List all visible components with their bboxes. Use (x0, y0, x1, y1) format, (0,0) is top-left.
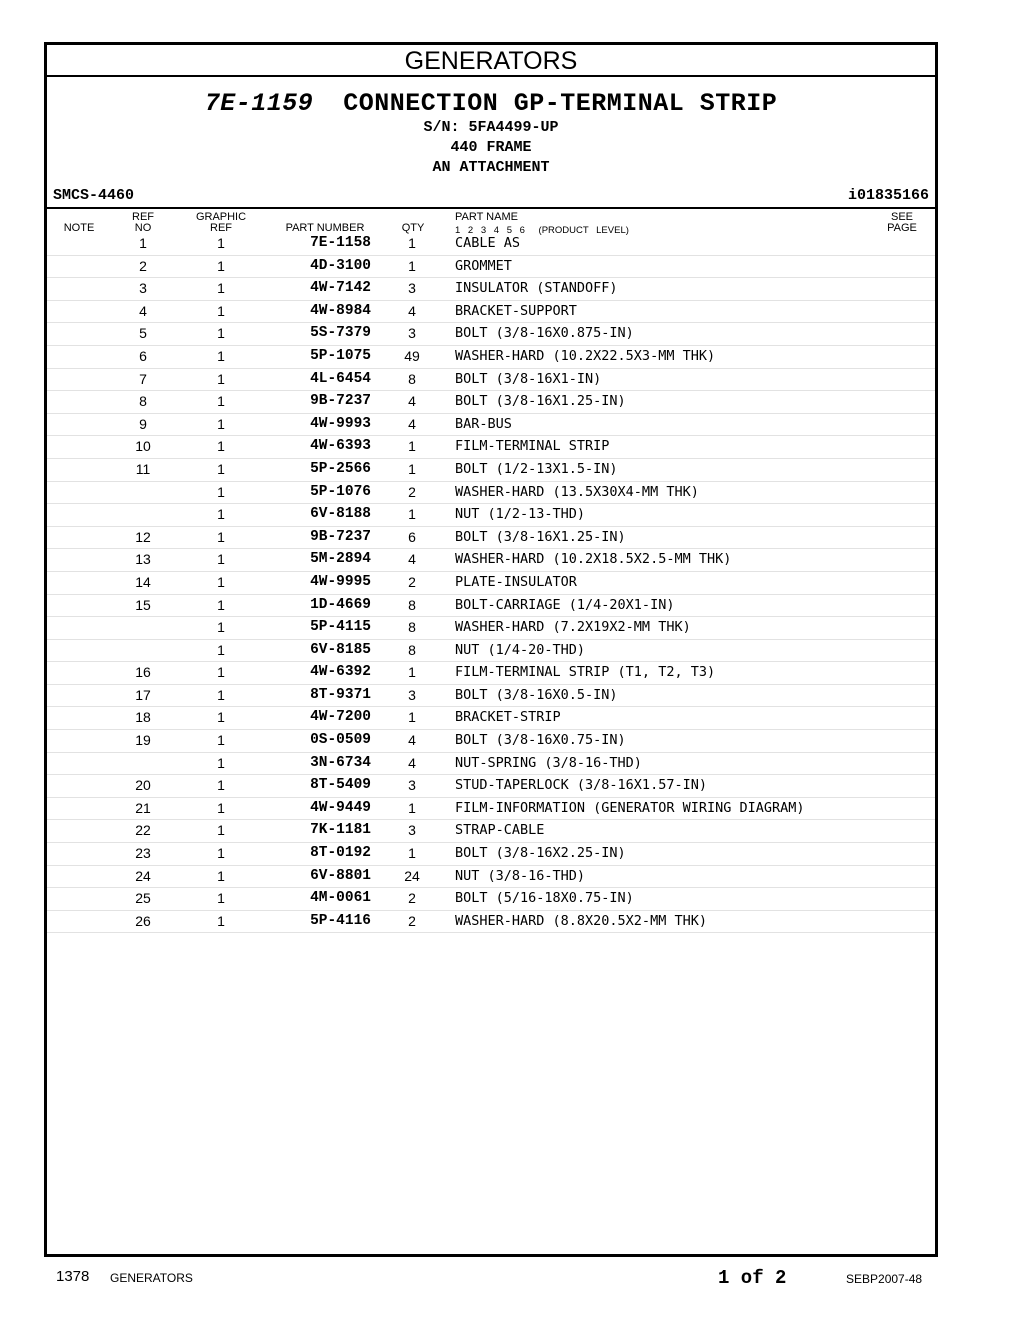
table-row (47, 843, 935, 866)
table-row (47, 572, 935, 595)
table-row (47, 617, 935, 640)
part-number-cell: 4M-0061 (310, 890, 371, 907)
product-level-digits: 1 2 3 4 5 6 (455, 225, 525, 236)
graphic-ref-cell: 1 (217, 664, 225, 681)
group-part-number: 7E-1159 (204, 89, 314, 118)
ref-number-cell: 13 (135, 551, 151, 568)
ref-number-cell: 24 (135, 867, 151, 884)
part-name-cell: BOLT-CARRIAGE (1/4-20X1-IN) (455, 596, 675, 613)
table-row (47, 775, 935, 798)
part-number-cell: 9B-7237 (310, 393, 371, 410)
part-name-cell: NUT-SPRING (3/8-16-THD) (455, 754, 642, 771)
graphic-ref-cell: 1 (217, 799, 225, 816)
graphic-ref-cell: 1 (217, 370, 225, 387)
graphic-ref-cell: 1 (217, 822, 225, 839)
ref-number-cell: 21 (135, 799, 151, 816)
table-row (47, 866, 935, 889)
section-title: GENERATORS (47, 45, 935, 77)
table-row (47, 888, 935, 911)
graphic-ref-cell: 1 (217, 280, 225, 297)
graphic-ref-cell: 1 (217, 460, 225, 477)
table-row (47, 233, 935, 256)
attachment-type: AN ATTACHMENT (432, 159, 550, 176)
table-row (47, 595, 935, 618)
graphic-ref-cell: 1 (217, 302, 225, 319)
quantity-cell: 4 (408, 551, 416, 568)
table-row (47, 753, 935, 776)
ref-number-cell: 6 (139, 347, 147, 364)
table-row (47, 640, 935, 663)
graphic-ref-cell: 1 (217, 777, 225, 794)
table-row (47, 256, 935, 279)
part-name-cell: INSULATOR (STANDOFF) (455, 280, 618, 297)
graphic-ref-cell: 1 (217, 415, 225, 432)
part-name-cell: BAR-BUS (455, 415, 512, 432)
group-title (47, 89, 935, 118)
ref-number-cell: 14 (135, 573, 151, 590)
table-row (47, 662, 935, 685)
part-name-cell: WASHER-HARD (8.8X20.5X2-MM THK) (455, 912, 707, 929)
part-number-cell: 5S-7379 (310, 325, 371, 342)
ref-number-cell: 15 (135, 596, 151, 613)
part-name-cell: WASHER-HARD (7.2X19X2-MM THK) (455, 619, 691, 636)
quantity-cell: 8 (408, 641, 416, 658)
quantity-cell: 1 (408, 799, 416, 816)
graphic-ref-cell: 1 (217, 867, 225, 884)
ref-number-cell: 1 (139, 235, 147, 251)
graphic-ref-cell: 1 (217, 754, 225, 771)
graphic-ref-cell: 1 (217, 912, 225, 929)
ref-number-cell: 5 (139, 325, 147, 342)
graphic-ref-cell: 1 (217, 686, 225, 703)
column-header-ref-bottom: NO (134, 222, 152, 234)
graphic-ref-cell: 1 (217, 845, 225, 862)
part-number-cell: 0S-0509 (310, 732, 371, 749)
part-number-cell: 8T-0192 (310, 845, 371, 862)
graphic-ref-cell: 1 (217, 528, 225, 545)
column-header-graphic-top: GRAPHIC (195, 211, 247, 223)
quantity-cell: 4 (408, 302, 416, 319)
part-number-cell: 8T-5409 (310, 777, 371, 794)
table-row (47, 549, 935, 572)
ref-number-cell: 12 (135, 528, 151, 545)
part-name-cell: BRACKET-STRIP (455, 709, 561, 726)
graphic-ref-cell: 1 (217, 890, 225, 907)
part-name-cell: BOLT (3/8-16X1.25-IN) (455, 393, 626, 410)
graphic-ref-cell: 1 (217, 393, 225, 410)
part-name-cell: WASHER-HARD (13.5X30X4-MM THK) (455, 483, 699, 500)
part-name-cell: BOLT (3/8-16X0.5-IN) (455, 686, 618, 703)
column-header-see-page (877, 212, 927, 234)
quantity-cell: 8 (408, 619, 416, 636)
ref-number-cell: 17 (135, 686, 151, 703)
part-number-cell: 5P-1076 (310, 483, 371, 500)
part-number-cell: 4L-6454 (310, 370, 371, 387)
part-number-cell: 5P-2566 (310, 460, 371, 477)
quantity-cell: 1 (408, 257, 416, 274)
quantity-cell: 2 (408, 912, 416, 929)
header-divider (47, 207, 935, 209)
quantity-cell: 1 (408, 506, 416, 523)
quantity-cell: 3 (408, 325, 416, 342)
table-row (47, 730, 935, 753)
table-row (47, 369, 935, 392)
table-row (47, 459, 935, 482)
quantity-cell: 3 (408, 686, 416, 703)
product-level-label: (PRODUCT LEVEL) (538, 225, 629, 236)
table-row (47, 391, 935, 414)
part-name-cell: BOLT (1/2-13X1.5-IN) (455, 460, 618, 477)
table-row (47, 798, 935, 821)
table-row (47, 278, 935, 301)
quantity-cell: 1 (408, 664, 416, 681)
part-name-cell: FILM-TERMINAL STRIP (455, 438, 610, 455)
illustration-id: i01835166 (847, 187, 929, 204)
ref-number-cell: 2 (139, 257, 147, 274)
quantity-cell: 4 (408, 732, 416, 749)
quantity-cell: 2 (408, 573, 416, 590)
part-name-cell: BOLT (3/8-16X1-IN) (455, 370, 602, 387)
table-row (47, 323, 935, 346)
part-name-cell: FILM-TERMINAL STRIP (T1, T2, T3) (455, 664, 716, 681)
graphic-ref-cell: 1 (217, 257, 225, 274)
quantity-cell: 8 (408, 370, 416, 387)
part-name-cell: GROMMET (455, 257, 512, 274)
part-name-cell: BOLT (5/16-18X0.75-IN) (455, 890, 634, 907)
ref-number-cell: 25 (135, 890, 151, 907)
table-row (47, 685, 935, 708)
serial-number-range: S/N: 5FA4499-UP (423, 119, 559, 136)
frame-size: 440 FRAME (450, 139, 532, 156)
part-number-cell: 4W-9993 (310, 415, 371, 432)
table-row (47, 436, 935, 459)
part-name-cell: BOLT (3/8-16X0.875-IN) (455, 325, 634, 342)
part-number-cell: 7E-1158 (310, 235, 371, 251)
graphic-ref-cell: 1 (217, 483, 225, 500)
part-number-cell: 4D-3100 (310, 257, 371, 274)
table-row (47, 301, 935, 324)
graphic-ref-cell: 1 (217, 325, 225, 342)
column-header-ref (123, 212, 163, 234)
ref-number-cell: 22 (135, 822, 151, 839)
part-number-cell: 4W-8984 (310, 302, 371, 319)
part-name-cell: BOLT (3/8-16X1.25-IN) (455, 528, 626, 545)
part-name-cell: BOLT (3/8-16X0.75-IN) (455, 732, 626, 749)
graphic-ref-cell: 1 (217, 619, 225, 636)
graphic-ref-cell: 1 (217, 641, 225, 658)
ref-number-cell: 20 (135, 777, 151, 794)
ref-number-cell: 11 (135, 460, 151, 477)
graphic-ref-cell: 1 (217, 235, 225, 251)
quantity-cell: 4 (408, 415, 416, 432)
part-number-cell: 4W-7200 (310, 709, 371, 726)
part-name-cell: NUT (1/2-13-THD) (455, 506, 586, 523)
ref-number-cell: 9 (139, 415, 147, 432)
table-row (47, 504, 935, 527)
part-name-cell: NUT (1/4-20-THD) (455, 641, 586, 658)
column-header-part-name: PART NAME (455, 211, 518, 223)
quantity-cell: 24 (404, 867, 420, 884)
table-row (47, 911, 935, 934)
part-name-cell: PLATE-INSULATOR (455, 573, 577, 590)
graphic-ref-cell: 1 (217, 709, 225, 726)
group-name: CONNECTION GP-TERMINAL STRIP (343, 89, 778, 118)
ref-number-cell: 16 (135, 664, 151, 681)
column-header-see-top: SEE (890, 211, 913, 223)
graphic-ref-cell: 1 (217, 347, 225, 364)
table-row (47, 707, 935, 730)
part-name-cell: FILM-INFORMATION (GENERATOR WIRING DIAGRAM) (455, 799, 805, 816)
part-number-cell: 6V-8801 (310, 867, 371, 884)
footer-document-id: SEBP2007-48 (846, 1272, 923, 1286)
part-number-cell: 9B-7237 (310, 528, 371, 545)
quantity-cell: 3 (408, 822, 416, 839)
ref-number-cell: 7 (139, 370, 147, 387)
part-name-cell: STRAP-CABLE (455, 822, 545, 839)
quantity-cell: 2 (408, 483, 416, 500)
table-row (47, 527, 935, 550)
ref-number-cell: 19 (135, 732, 151, 749)
part-number-cell: 4W-6392 (310, 664, 371, 681)
graphic-ref-cell: 1 (217, 573, 225, 590)
quantity-cell: 2 (408, 890, 416, 907)
ref-number-cell: 8 (139, 393, 147, 410)
part-number-cell: 4W-6393 (310, 438, 371, 455)
quantity-cell: 49 (404, 347, 420, 364)
part-number-cell: 5P-4116 (310, 912, 371, 929)
table-row (47, 414, 935, 437)
part-name-cell: WASHER-HARD (10.2X22.5X3-MM THK) (455, 347, 716, 364)
table-row (47, 482, 935, 505)
quantity-cell: 1 (408, 460, 416, 477)
ref-number-cell: 26 (135, 912, 151, 929)
table-row (47, 346, 935, 369)
part-number-cell: 8T-9371 (310, 686, 371, 703)
part-number-cell: 6V-8185 (310, 641, 371, 658)
quantity-cell: 1 (408, 235, 416, 251)
footer-section: GENERATORS (110, 1271, 193, 1285)
column-header-qty: QTY (401, 222, 425, 234)
part-name-cell: NUT (3/8-16-THD) (455, 867, 586, 884)
graphic-ref-cell: 1 (217, 596, 225, 613)
part-name-cell: BRACKET-SUPPORT (455, 302, 577, 319)
footer-page-number: 1378 (56, 1268, 90, 1285)
part-name-cell: WASHER-HARD (10.2X18.5X2.5-MM THK) (455, 551, 732, 568)
quantity-cell: 3 (408, 280, 416, 297)
ref-number-cell: 23 (135, 845, 151, 862)
column-header-note: NOTE (63, 222, 95, 234)
quantity-cell: 3 (408, 777, 416, 794)
part-name-cell: BOLT (3/8-16X2.25-IN) (455, 845, 626, 862)
quantity-cell: 1 (408, 709, 416, 726)
part-name-cell: CABLE AS (455, 235, 521, 251)
part-number-cell: 4W-9449 (310, 799, 371, 816)
quantity-cell: 1 (408, 438, 416, 455)
part-number-cell: 6V-8188 (310, 506, 371, 523)
quantity-cell: 4 (408, 754, 416, 771)
quantity-cell: 1 (408, 845, 416, 862)
part-name-cell: STUD-TAPERLOCK (3/8-16X1.57-IN) (455, 777, 707, 794)
ref-number-cell: 3 (139, 280, 147, 297)
part-number-cell: 7K-1181 (310, 822, 371, 839)
ref-number-cell: 4 (139, 302, 147, 319)
part-number-cell: 3N-6734 (310, 754, 371, 771)
column-header-graphic-ref (191, 212, 251, 234)
part-number-cell: 5P-4115 (310, 619, 371, 636)
quantity-cell: 6 (408, 528, 416, 545)
quantity-cell: 4 (408, 393, 416, 410)
part-number-cell: 5M-2894 (310, 551, 371, 568)
parts-table (47, 233, 935, 933)
part-number-cell: 5P-1075 (310, 347, 371, 364)
column-header-graphic-bottom: REF (210, 222, 232, 234)
smcs-code: SMCS-4460 (53, 187, 135, 204)
graphic-ref-cell: 1 (217, 506, 225, 523)
part-number-cell: 1D-4669 (310, 596, 371, 613)
table-row (47, 820, 935, 843)
column-header-part-number: PART NUMBER (285, 222, 365, 234)
part-number-cell: 4W-9995 (310, 573, 371, 590)
graphic-ref-cell: 1 (217, 732, 225, 749)
ref-number-cell: 10 (135, 438, 151, 455)
column-header-ref-top: REF (132, 211, 154, 223)
footer-page-of: 1 of 2 (718, 1267, 787, 1289)
ref-number-cell: 18 (135, 709, 151, 726)
part-number-cell: 4W-7142 (310, 280, 371, 297)
quantity-cell: 8 (408, 596, 416, 613)
parts-page-frame (44, 42, 938, 1257)
column-header-see-bottom: PAGE (887, 222, 917, 234)
graphic-ref-cell: 1 (217, 438, 225, 455)
graphic-ref-cell: 1 (217, 551, 225, 568)
